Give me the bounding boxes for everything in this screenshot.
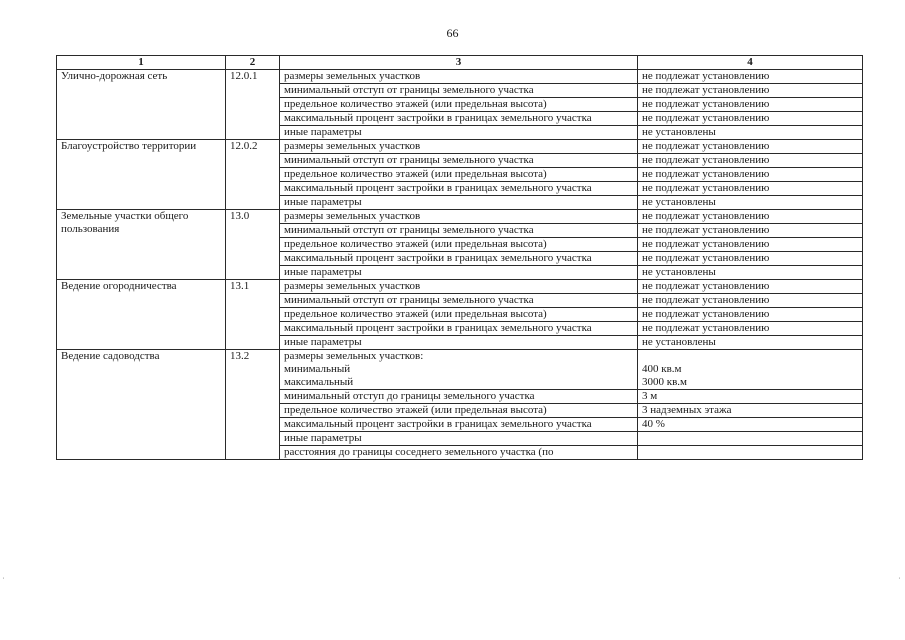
value-cell: не подлежат установлению [638, 182, 863, 196]
parameter-cell: максимальный процент застройки в границах земельного участка [280, 112, 638, 126]
table-body [57, 70, 863, 460]
parameter-cell: иные параметры [280, 432, 638, 446]
land-use-name: Благоустройство территории [57, 140, 226, 210]
value-cell: 3 м [638, 390, 863, 404]
value-cell: не установлены [638, 336, 863, 350]
table-row [57, 210, 863, 224]
value-cell: не установлены [638, 266, 863, 280]
value-cell: 3 надземных этажа [638, 404, 863, 418]
value-cell: не подлежат установлению [638, 70, 863, 84]
table-row [57, 70, 863, 84]
header-col-1: 1 [57, 56, 226, 70]
table-row [57, 350, 863, 390]
land-use-table [56, 55, 863, 460]
parameter-cell [280, 350, 638, 390]
header-col-2: 2 [226, 56, 280, 70]
value-cell: не подлежат установлению [638, 84, 863, 98]
parameter-cell: предельное количество этажей (или предельная высота) [280, 404, 638, 418]
value-cell: не подлежат установлению [638, 238, 863, 252]
parameter-cell: иные параметры [280, 196, 638, 210]
parameter-cell: иные параметры [280, 126, 638, 140]
table-row [57, 140, 863, 154]
value-cell: не подлежат установлению [638, 252, 863, 266]
land-use-code: 12.0.1 [226, 70, 280, 140]
parameter-cell: минимальный отступ от границы земельного участка [280, 294, 638, 308]
land-use-name: Ведение огородничества [57, 280, 226, 350]
value-cell: не подлежат установлению [638, 294, 863, 308]
value-cell [638, 350, 863, 390]
parameter-cell: расстояния до границы соседнего земельного участка (по [280, 446, 638, 460]
parameter-cell: размеры земельных участков [280, 210, 638, 224]
parameter-cell: предельное количество этажей (или предельная высота) [280, 238, 638, 252]
parameter-cell: размеры земельных участков [280, 280, 638, 294]
parameter-line: минимальный [284, 363, 351, 375]
header-row [57, 56, 863, 70]
parameter-cell: максимальный процент застройки в границах земельного участка [280, 252, 638, 266]
parameter-line: максимальный [284, 376, 354, 388]
parameter-cell: предельное количество этажей (или предельная высота) [280, 98, 638, 112]
parameter-cell: минимальный отступ от границы земельного участка [280, 224, 638, 238]
value-cell: не подлежат установлению [638, 308, 863, 322]
value-cell [638, 446, 863, 460]
table-row [57, 280, 863, 294]
value-cell: не подлежат установлению [638, 224, 863, 238]
land-use-code: 12.0.2 [226, 140, 280, 210]
parameter-line: размеры земельных участков: [284, 350, 424, 362]
value-cell [638, 432, 863, 446]
value-cell: не подлежат установлению [638, 210, 863, 224]
land-use-name: Ведение садоводства [57, 350, 226, 460]
value-cell: не подлежат установлению [638, 112, 863, 126]
value-line [642, 350, 858, 363]
parameter-cell: максимальный процент застройки в границах земельного участка [280, 322, 638, 336]
value-cell: не подлежат установлению [638, 280, 863, 294]
parameter-cell: иные параметры [280, 266, 638, 280]
value-cell: не подлежат установлению [638, 322, 863, 336]
page-number: 66 [446, 26, 459, 40]
land-use-name: Улично-дорожная сеть [57, 70, 226, 140]
edge-mark-right: ˙ [898, 576, 901, 585]
parameter-cell: размеры земельных участков [280, 140, 638, 154]
header-col-3: 3 [280, 56, 638, 70]
parameter-cell: предельное количество этажей (или предельная высота) [280, 308, 638, 322]
value-cell: не установлены [638, 196, 863, 210]
parameter-cell: минимальный отступ до границы земельного участка [280, 390, 638, 404]
value-cell: не подлежат установлению [638, 140, 863, 154]
parameter-cell: размеры земельных участков [280, 70, 638, 84]
parameter-cell: предельное количество этажей (или предельная высота) [280, 168, 638, 182]
value-line: 400 кв.м [642, 363, 682, 375]
land-use-code: 13.1 [226, 280, 280, 350]
parameter-cell: иные параметры [280, 336, 638, 350]
value-cell: не подлежат установлению [638, 98, 863, 112]
value-line: 3000 кв.м [642, 376, 687, 388]
land-use-code: 13.2 [226, 350, 280, 460]
land-use-name: Земельные участки общего пользования [57, 210, 226, 280]
land-use-code: 13.0 [226, 210, 280, 280]
edge-mark-left: ˙ [2, 576, 5, 585]
value-cell: 40 % [638, 418, 863, 432]
value-cell: не установлены [638, 126, 863, 140]
value-cell: не подлежат установлению [638, 154, 863, 168]
parameter-cell: минимальный отступ от границы земельного участка [280, 84, 638, 98]
header-col-4: 4 [638, 56, 863, 70]
parameter-cell: минимальный отступ от границы земельного участка [280, 154, 638, 168]
parameter-cell: максимальный процент застройки в границах земельного участка [280, 418, 638, 432]
parameter-cell: максимальный процент застройки в границах земельного участка [280, 182, 638, 196]
value-cell: не подлежат установлению [638, 168, 863, 182]
